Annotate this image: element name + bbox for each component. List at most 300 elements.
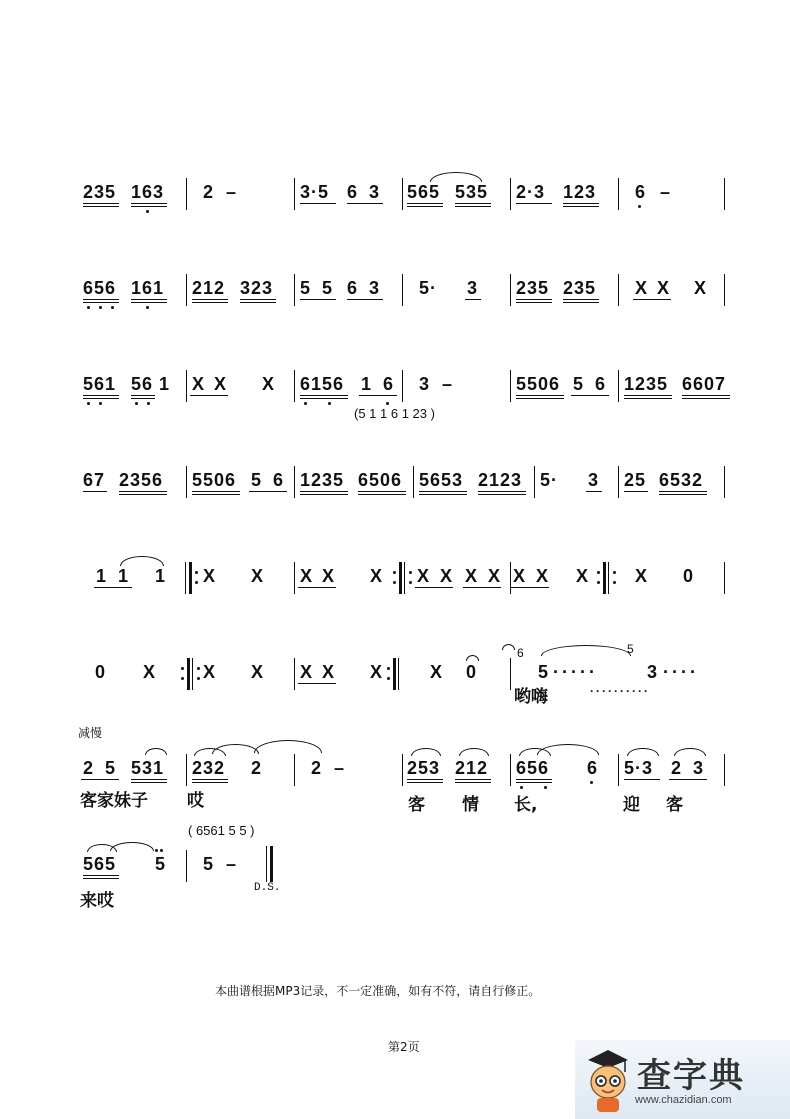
footer-note: 本曲谱根据MP3记录，不一定准确，如有不符，请自行修正。 (215, 984, 541, 998)
rhythm-x: X (488, 566, 502, 586)
octave-dot (135, 402, 138, 405)
repeat-dot (181, 667, 184, 670)
note-group: 531 (131, 758, 165, 778)
bar-line (724, 466, 725, 498)
note: 6 (347, 278, 359, 298)
sustain-dots: ···· (663, 662, 699, 682)
repeat-bar (192, 658, 193, 690)
underline (131, 395, 155, 396)
note: 1 (118, 566, 130, 586)
bar-line (294, 754, 295, 786)
repeat-bar (393, 658, 396, 690)
underline (463, 587, 501, 588)
note-group: 253 (407, 758, 441, 778)
rhythm-x: X (694, 278, 708, 298)
bar-line (294, 466, 295, 498)
underline (586, 491, 602, 492)
underline (94, 587, 132, 588)
note-group: 6506 (358, 470, 403, 490)
octave-dot (544, 786, 547, 789)
staff-row-5 (0, 562, 790, 642)
note: 5 (573, 374, 585, 394)
note-group: 3·5 (300, 182, 330, 202)
underline (419, 491, 467, 492)
logo-url: www.chazidian.com (635, 1094, 732, 1106)
repeat-bar (187, 658, 190, 690)
underline (516, 779, 552, 780)
parenthetical-notes: ( 6561 5 5 ) (188, 823, 255, 838)
underline (119, 494, 167, 495)
logo-title: 查字典 (637, 1056, 745, 1096)
underline (563, 206, 599, 207)
slur (212, 744, 259, 754)
note-group: 1235 (300, 470, 345, 490)
rhythm-x: X (635, 278, 649, 298)
repeat-bar (399, 562, 402, 594)
bar-line (510, 562, 511, 594)
bar-line (402, 370, 403, 402)
bar-line (618, 178, 619, 210)
underline (240, 302, 276, 303)
grace-note: 6 (517, 646, 524, 660)
repeat-dot (409, 581, 412, 584)
underline (511, 587, 549, 588)
dash: – (660, 182, 672, 202)
repeat-dot (393, 581, 396, 584)
tempo-mark: 减慢 (78, 726, 103, 740)
underline (298, 587, 336, 588)
note-group: 565 (407, 182, 441, 202)
bar-line (618, 754, 619, 786)
underline (516, 299, 552, 300)
rhythm-x: X (214, 374, 228, 394)
bar-line (510, 274, 511, 306)
rhythm-x: X (251, 662, 265, 682)
lyric: 长, (514, 795, 538, 815)
rhythm-x: X (465, 566, 479, 586)
repeat-bar (603, 562, 606, 594)
note: 1 (361, 374, 373, 394)
site-logo[interactable] (575, 1040, 790, 1119)
note-group: 561 (83, 374, 117, 394)
note: 5 (155, 854, 167, 874)
note-group: 565 (83, 854, 117, 874)
note-group: 161 (131, 278, 165, 298)
lyric: 客家妹子 (80, 791, 148, 811)
bar-line (186, 754, 187, 786)
lyric: 哟嗨 (514, 687, 548, 707)
slur (537, 744, 599, 755)
underline (83, 203, 119, 204)
bar-line (724, 178, 725, 210)
underline (624, 779, 660, 780)
final-bar (270, 846, 273, 882)
rest: X (635, 566, 649, 586)
underline (83, 302, 119, 303)
repeat-dot (197, 667, 200, 670)
rhythm-x: X (322, 566, 336, 586)
underline (298, 683, 336, 684)
repeat-dot (613, 581, 616, 584)
dash: – (442, 374, 454, 394)
slur (411, 748, 441, 756)
underline (659, 494, 707, 495)
slur (110, 842, 154, 851)
repeat-bar (185, 562, 186, 594)
underline (516, 203, 552, 204)
octave-dot (328, 402, 331, 405)
rhythm-x: X (322, 662, 336, 682)
rhythm-x: X (440, 566, 454, 586)
underline (659, 491, 707, 492)
underline (83, 395, 119, 396)
rhythm-x: X (203, 566, 217, 586)
note: 5· (540, 470, 559, 490)
underline (83, 875, 119, 876)
note-group: 5653 (419, 470, 464, 490)
rhythm-x: X (430, 662, 444, 682)
lyric: 情 (462, 795, 479, 815)
underline (455, 782, 491, 783)
staff-row-2 (0, 274, 790, 354)
underline (624, 491, 648, 492)
underline (516, 398, 564, 399)
bar-line (294, 658, 295, 690)
underline (131, 779, 167, 780)
octave-dot (386, 402, 389, 405)
underline (131, 206, 167, 207)
bar-line (186, 274, 187, 306)
octave-dot (520, 786, 523, 789)
underline (83, 491, 107, 492)
note-group: 6532 (659, 470, 704, 490)
octave-dot (87, 402, 90, 405)
underline (192, 779, 228, 780)
octave-dot (146, 210, 149, 213)
lyric-extension-dots: ·········· (590, 684, 650, 698)
underline (83, 878, 119, 879)
underline (131, 782, 167, 783)
underline (669, 779, 707, 780)
underline (407, 782, 443, 783)
note: 5 (251, 470, 263, 490)
bar-line (413, 466, 414, 498)
underline (478, 491, 526, 492)
bar-line (294, 274, 295, 306)
note: 5 (538, 662, 550, 682)
underline (131, 203, 167, 204)
rest: 0 (95, 662, 107, 682)
rhythm-x: X (143, 662, 157, 682)
note: 2 (311, 758, 323, 778)
repeat-bar (189, 562, 192, 594)
rhythm-x: X (203, 662, 217, 682)
repeat-dot (195, 571, 198, 574)
underline (300, 299, 336, 300)
rhythm-x: X (657, 278, 671, 298)
page-number: 第2页 (388, 1040, 420, 1054)
underline (478, 494, 526, 495)
underline (190, 395, 228, 396)
repeat-bar (608, 562, 609, 594)
underline (192, 491, 240, 492)
octave-dot (99, 306, 102, 309)
note-group: 235 (516, 278, 550, 298)
bar-line (724, 562, 725, 594)
note-group: 6607 (682, 374, 727, 394)
note: 2 (83, 758, 95, 778)
note: 3 (588, 470, 600, 490)
note: 3 (369, 182, 381, 202)
note: 1 (155, 566, 167, 586)
bar-line (618, 466, 619, 498)
note: 6 (347, 182, 359, 202)
bar-line (186, 370, 187, 402)
underline (419, 494, 467, 495)
octave-dot (87, 306, 90, 309)
note-group: 2356 (119, 470, 164, 490)
rhythm-x: X (192, 374, 206, 394)
staff-row-1 (0, 178, 790, 258)
underline (131, 299, 167, 300)
underline (563, 203, 599, 204)
underline (300, 398, 348, 399)
repeat-dot (409, 571, 412, 574)
underline (407, 206, 443, 207)
ds-mark: D.S. (254, 882, 281, 894)
dash: – (334, 758, 346, 778)
underline (415, 587, 453, 588)
note-group: 535 (455, 182, 489, 202)
rhythm-x: X (370, 662, 384, 682)
underline (682, 395, 730, 396)
mordent-dot (160, 849, 163, 852)
bar-line (510, 178, 511, 210)
note-group: 656 (83, 278, 117, 298)
octave-dot (99, 402, 102, 405)
slur (459, 748, 489, 756)
dash: – (226, 854, 238, 874)
note-group: 656 (516, 758, 550, 778)
underline (83, 206, 119, 207)
rhythm-x: X (300, 662, 314, 682)
bar-line (186, 466, 187, 498)
bar-line (294, 178, 295, 210)
note-group: 212 (455, 758, 489, 778)
octave-dot (111, 306, 114, 309)
repeat-dot (387, 667, 390, 670)
bar-line (402, 754, 403, 786)
underline (465, 299, 481, 300)
bar-line (294, 370, 295, 402)
octave-dot (147, 402, 150, 405)
note: 3 (467, 278, 479, 298)
lyric: 客 (666, 795, 683, 815)
staff-row-8 (0, 823, 790, 930)
underline (192, 299, 228, 300)
underline (192, 494, 240, 495)
grace-note: 5 (627, 642, 634, 656)
underline (131, 398, 155, 399)
bar-line (724, 754, 725, 786)
repeat-dot (181, 677, 184, 680)
note-group: 2123 (478, 470, 523, 490)
note: 6 (273, 470, 285, 490)
bar-line (618, 370, 619, 402)
lyric: 来哎 (80, 891, 114, 911)
repeat-dot (393, 571, 396, 574)
repeat-dot (597, 581, 600, 584)
note-group: 1235 (624, 374, 669, 394)
note-group: 5·3 (624, 758, 654, 778)
note-group: 2·3 (516, 182, 546, 202)
octave-dot (146, 306, 149, 309)
rhythm-x: X (251, 566, 265, 586)
note-group: 212 (192, 278, 226, 298)
bar-line (510, 754, 511, 786)
slur (627, 748, 659, 756)
note-group: 5506 (516, 374, 561, 394)
bar-line (510, 658, 511, 690)
rhythm-x: 0 (683, 566, 695, 586)
underline (347, 203, 383, 204)
mordent-dot (155, 849, 158, 852)
underline (455, 206, 491, 207)
note: 3 (419, 374, 431, 394)
note-group: 235 (83, 182, 117, 202)
note-group: 5506 (192, 470, 237, 490)
underline (83, 299, 119, 300)
note: 6 (587, 758, 599, 778)
note: 6 (383, 374, 395, 394)
fermata (466, 655, 479, 661)
bar-line (186, 178, 187, 210)
bar-line (724, 274, 725, 306)
underline (682, 398, 730, 399)
repeat-bar (404, 562, 405, 594)
octave-dot (304, 402, 307, 405)
underline (624, 398, 672, 399)
bar-line (186, 850, 187, 882)
underline (358, 494, 406, 495)
underline (407, 203, 443, 204)
note: 2 (671, 758, 683, 778)
note: 1 (96, 566, 108, 586)
fermata (502, 644, 515, 650)
note-group: 163 (131, 182, 165, 202)
bar-line (402, 178, 403, 210)
underline (516, 782, 552, 783)
note-group: 123 (563, 182, 597, 202)
repeat-dot (195, 581, 198, 584)
rhythm-x: X (300, 566, 314, 586)
underline (249, 491, 287, 492)
repeat-bar (398, 658, 399, 690)
underline (359, 395, 397, 396)
slur (674, 748, 706, 756)
note: 6 (635, 182, 647, 202)
underline (347, 299, 383, 300)
underline (516, 302, 552, 303)
underline (358, 491, 406, 492)
note: 2 (251, 758, 263, 778)
parenthetical-notes: (5 1 1 6 1 23 ) (354, 406, 435, 421)
underline (300, 491, 348, 492)
repeat-dot (197, 677, 200, 680)
note-group: 6156 (300, 374, 345, 394)
underline (240, 299, 276, 300)
repeat-dot (613, 571, 616, 574)
note: 5 (322, 278, 334, 298)
note-group: 323 (240, 278, 274, 298)
note-group: 25 (624, 470, 647, 490)
staff-row-6 (0, 642, 790, 738)
note: 5 (300, 278, 312, 298)
bar-line (294, 562, 295, 594)
underline (563, 299, 599, 300)
underline (300, 395, 348, 396)
note: 5· (419, 278, 438, 298)
bar-line (402, 274, 403, 306)
note-group: 235 (563, 278, 597, 298)
note-group: 232 (192, 758, 226, 778)
note: 5 (105, 758, 117, 778)
slur (145, 748, 167, 755)
note: 3 (369, 278, 381, 298)
underline (455, 779, 491, 780)
note-group: 56 1 (131, 374, 171, 394)
underline (300, 203, 336, 204)
mascot-icon (583, 1046, 633, 1114)
final-bar (266, 846, 267, 882)
underline (407, 779, 443, 780)
rhythm-x: X (370, 566, 384, 586)
note: 5 (203, 854, 215, 874)
note: 3 (693, 758, 705, 778)
underline (633, 299, 671, 300)
slur (254, 740, 322, 753)
lyric: 客 (408, 795, 425, 815)
octave-dot (590, 781, 593, 784)
underline (192, 782, 228, 783)
bar-line (534, 466, 535, 498)
rhythm-x: X (417, 566, 431, 586)
octave-dot (638, 205, 641, 208)
repeat-dot (387, 677, 390, 680)
lyric: 迎 (623, 795, 640, 815)
rhythm-x: X (262, 374, 276, 394)
staff-row-7 (0, 754, 790, 834)
underline (624, 395, 672, 396)
bar-line (618, 274, 619, 306)
sustain-dots: ····· (553, 662, 598, 682)
staff-row-4 (0, 466, 790, 546)
note: 2 (203, 182, 215, 202)
staff-row-3 (0, 370, 790, 450)
underline (131, 302, 167, 303)
underline (119, 491, 167, 492)
rhythm-x: X (576, 566, 590, 586)
rest: 0 (466, 662, 478, 682)
slur (541, 645, 631, 656)
note: 3 (647, 662, 659, 682)
rhythm-x: X (536, 566, 550, 586)
note-group: 67 (83, 470, 106, 490)
bar-line (510, 370, 511, 402)
rhythm-x: X (513, 566, 527, 586)
underline (83, 398, 119, 399)
lyric: 哎 (187, 791, 204, 811)
